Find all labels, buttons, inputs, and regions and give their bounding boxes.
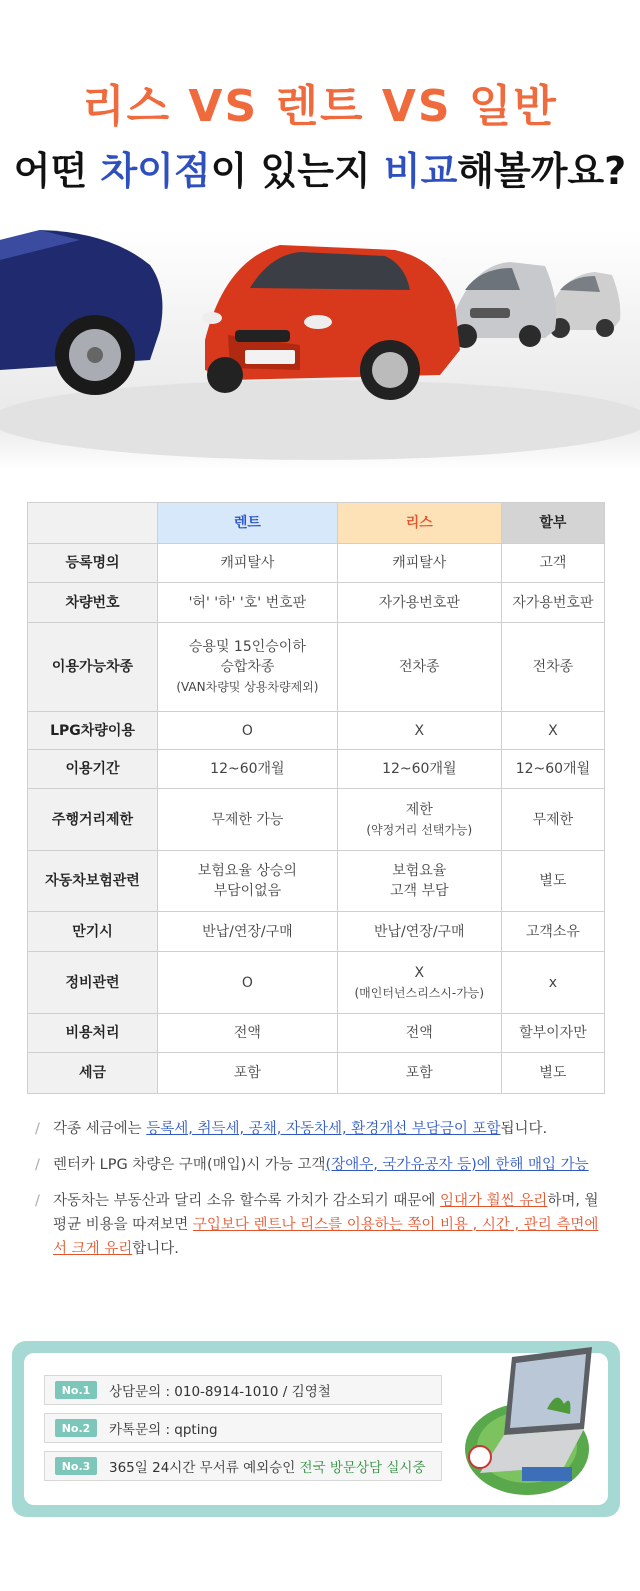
- note-item: / 각종 세금에는 등록세, 취득세, 공채, 자동차세, 환경개선 부담금이 포함됩니다.: [35, 1117, 610, 1141]
- cell-installment: 무제한: [501, 789, 604, 851]
- slash-bullet: /: [35, 1157, 40, 1173]
- hero-banner: [0, 0, 640, 470]
- table-row: [28, 1014, 605, 1053]
- cell-installment: 12~60개월: [501, 750, 604, 789]
- table-row: [28, 912, 605, 952]
- table-row: [28, 851, 605, 912]
- contact-phone-row[interactable]: [44, 1375, 442, 1405]
- cell-installment: 별도: [501, 1053, 604, 1094]
- note-item: / 렌터카 LPG 차량은 구매(매입)시 가능 고객(장애우, 국가유공자 등)에 한해 매입 가능: [35, 1153, 610, 1177]
- header-installment: 할부: [501, 503, 604, 544]
- cell-lease: 포함: [337, 1053, 501, 1094]
- header-rent: 렌트: [158, 503, 338, 544]
- cell-lease: 전차종: [337, 623, 501, 712]
- slash-bullet: /: [35, 1121, 40, 1137]
- red-car: [202, 245, 460, 400]
- silver-car-far: [545, 272, 620, 338]
- cell-rent: O: [158, 712, 338, 750]
- row-label: 이용가능차종: [28, 623, 158, 712]
- laptop-icon: [452, 1339, 602, 1509]
- table-row: [28, 583, 605, 623]
- blue-car: [0, 230, 162, 395]
- note-item: / 자동차는 부동산과 달리 소유 할수록 가치가 감소되기 때문에 임대가 훨씬 유리하며, 월평균 비용을 따져보면 구입보다 렌트나 리스를 이용하는 쪽이 비용 , 시간 , 관리 측면에서 크게 유리합니다.: [35, 1189, 610, 1261]
- comparison-table: [27, 502, 605, 1094]
- row-label: 만기시: [28, 912, 158, 952]
- contact-box: [12, 1341, 620, 1517]
- cell-rent: 캐피탈사: [158, 544, 338, 583]
- cell-installment: 자가용번호판: [501, 583, 604, 623]
- cell-rent: 12~60개월: [158, 750, 338, 789]
- cell-installment: 별도: [501, 851, 604, 912]
- table-row: [28, 623, 605, 712]
- table-row: [28, 1053, 605, 1094]
- badge-no3: No.3: [55, 1457, 97, 1475]
- cell-lease: X: [337, 712, 501, 750]
- badge-no1: No.1: [55, 1381, 97, 1399]
- cell-installment: 고객: [501, 544, 604, 583]
- cell-installment: 고객소유: [501, 912, 604, 952]
- contact-phone-text: 상담문의 : 010-8914-1010 / 김영철: [109, 1384, 331, 1400]
- cars-image: [0, 210, 640, 470]
- contact-inner: [24, 1353, 608, 1505]
- cell-lease: 제한 (약정거리 선택가능): [337, 789, 501, 851]
- table-row: [28, 750, 605, 789]
- row-label: 세금: [28, 1053, 158, 1094]
- cell-rent: 전액: [158, 1014, 338, 1053]
- table-row: [28, 712, 605, 750]
- table-header-row: [28, 503, 605, 544]
- cell-lease: 보험요율 고객 부담: [337, 851, 501, 912]
- cell-rent: 포함: [158, 1053, 338, 1094]
- cell-rent: 반납/연장/구매: [158, 912, 338, 952]
- row-label: 등록명의: [28, 544, 158, 583]
- cell-installment: X: [501, 712, 604, 750]
- table-row: [28, 952, 605, 1014]
- slash-bullet: /: [35, 1193, 40, 1209]
- table-row: [28, 789, 605, 851]
- header-lease: 리스: [337, 503, 501, 544]
- contact-kakao-row[interactable]: [44, 1413, 442, 1443]
- cell-installment: x: [501, 952, 604, 1014]
- cell-rent: '허' '하' '호' 번호판: [158, 583, 338, 623]
- hero-subtitle: 어떤 차이점이 있는지 비교해볼까요?: [13, 149, 627, 193]
- cell-rent: 보험요율 상승의 부담이없음: [158, 851, 338, 912]
- cell-installment: 할부이자만: [501, 1014, 604, 1053]
- row-label: 이용기간: [28, 750, 158, 789]
- row-label: 자동차보험관련: [28, 851, 158, 912]
- table-row: [28, 544, 605, 583]
- hero-title: 리스 VS 렌트 VS 일반: [82, 81, 558, 132]
- cell-lease: 12~60개월: [337, 750, 501, 789]
- notes-section: [35, 1117, 610, 1273]
- badge-no2: No.2: [55, 1419, 97, 1437]
- cell-lease: 전액: [337, 1014, 501, 1053]
- cell-rent: 승용및 15인승이하 승합차종 (VAN차량및 상용차량제외): [158, 623, 338, 712]
- cell-rent: 무제한 가능: [158, 789, 338, 851]
- cell-lease: 반납/연장/구매: [337, 912, 501, 952]
- silver-car: [450, 262, 556, 348]
- row-label: 차량번호: [28, 583, 158, 623]
- row-label: 비용처리: [28, 1014, 158, 1053]
- table-corner: [28, 503, 158, 544]
- row-label: LPG차량이용: [28, 712, 158, 750]
- contact-kakao-text: 카톡문의 : qpting: [109, 1422, 218, 1438]
- contact-hours-row: [44, 1451, 442, 1481]
- cell-rent: O: [158, 952, 338, 1014]
- cell-lease: X (매인터넌스리스시-가능): [337, 952, 501, 1014]
- cell-lease: 캐피탈사: [337, 544, 501, 583]
- cell-installment: 전차종: [501, 623, 604, 712]
- row-label: 정비관련: [28, 952, 158, 1014]
- contact-hours-text: 365일 24시간 무서류 예외승인 전국 방문상담 실시중: [109, 1460, 426, 1476]
- row-label: 주행거리제한: [28, 789, 158, 851]
- cell-lease: 자가용번호판: [337, 583, 501, 623]
